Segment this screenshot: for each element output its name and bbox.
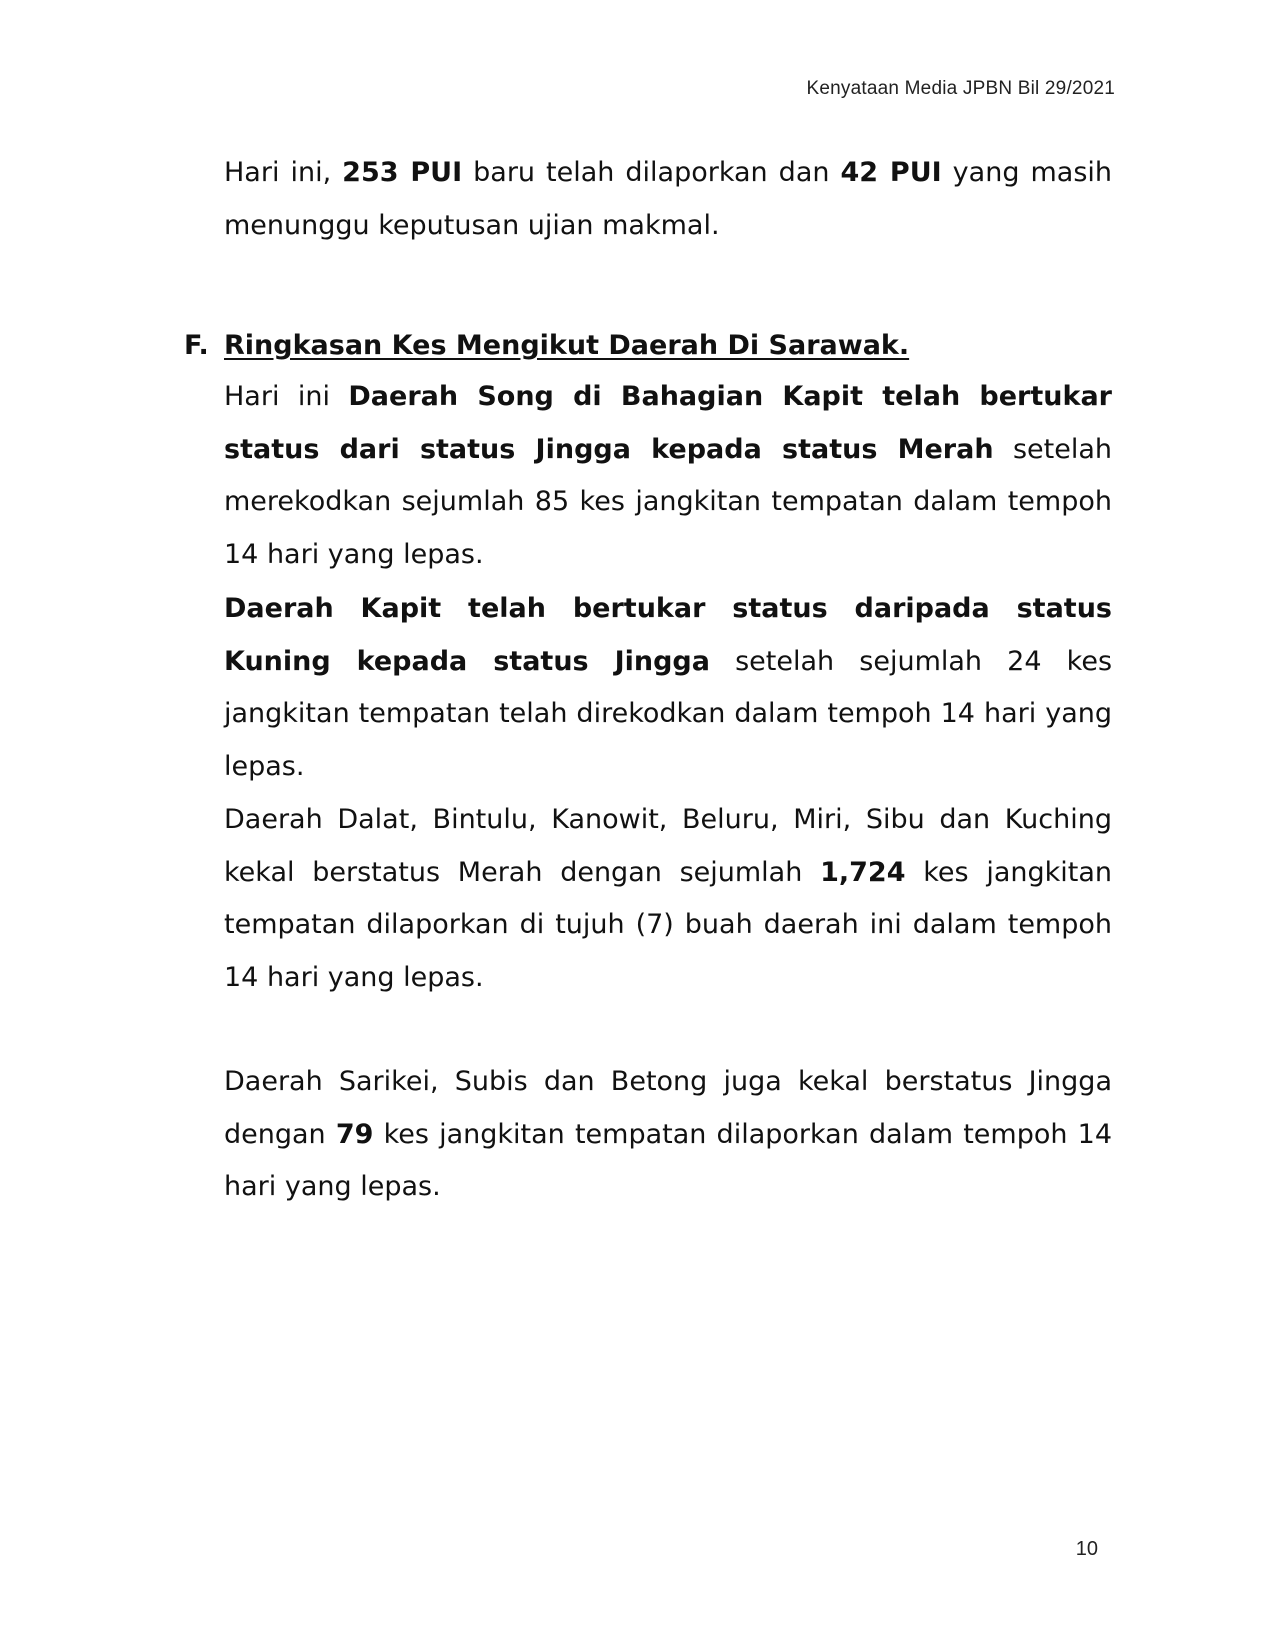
text-run: baru telah dilaporkan dan xyxy=(462,157,841,188)
paragraph-merah-text xyxy=(224,794,1112,1004)
text-run: Daerah Sarikei, Subis dan Betong juga kekal berstatus Jingga dengan xyxy=(224,1066,1112,1150)
bold-song-status: Daerah Song di Bahagian Kapit telah bertukar status dari status Jingga kepada status Merah xyxy=(224,381,1112,465)
section-f-heading xyxy=(184,320,909,372)
page-number: 10 xyxy=(1075,1538,1098,1560)
text-run: Hari ini, xyxy=(224,157,343,188)
paragraph-pui-text xyxy=(224,147,1112,252)
text-run: Hari ini xyxy=(224,381,349,412)
text-run: setelah merekodkan sejumlah 85 kes jangkitan tempatan dalam tempoh 14 hari yang lepas. xyxy=(224,433,1112,570)
bold-merah-count: 1,724 xyxy=(820,856,906,888)
text-run: Daerah Dalat, Bintulu, Kanowit, Beluru, Miri, Sibu dan Kuching kekal berstatus Merah dengan sejumlah xyxy=(224,804,1112,888)
bold-pending-pui: 42 PUI xyxy=(840,157,942,188)
text-run: setelah sejumlah 24 kes jangkitan tempatan telah direkodkan dalam tempoh 14 hari yang lepas. xyxy=(224,645,1113,782)
paragraph-kapit xyxy=(224,583,1112,793)
page-header-reference: Kenyataan Media JPBN Bil 29/2021 xyxy=(806,78,1115,99)
paragraph-merah xyxy=(224,794,1112,1004)
bold-jingga-count: 79 xyxy=(335,1118,374,1150)
text-run: kes jangkitan tempatan dilaporkan di tujuh (7) buah daerah ini dalam tempoh 14 hari yang lepas. xyxy=(224,856,1112,993)
section-title: Ringkasan Kes Mengikut Daerah Di Sarawak. xyxy=(224,330,910,361)
paragraph-song-text xyxy=(224,371,1112,581)
paragraph-jingga-text xyxy=(224,1056,1112,1214)
paragraph-jingga xyxy=(224,1056,1112,1214)
paragraph-kapit-text xyxy=(224,583,1112,793)
section-letter: F. xyxy=(184,330,209,361)
text-run: yang masih menunggu keputusan ujian makmal. xyxy=(224,157,1112,241)
text-run: kes jangkitan tempatan dilaporkan dalam tempoh 14 hari yang lepas. xyxy=(224,1118,1112,1202)
paragraph-song xyxy=(224,371,1112,581)
bold-kapit-status: Daerah Kapit telah bertukar status daripada status Kuning kepada status Jingga xyxy=(224,593,1112,677)
paragraph-pui xyxy=(224,147,1112,252)
bold-new-pui: 253 PUI xyxy=(342,157,463,188)
